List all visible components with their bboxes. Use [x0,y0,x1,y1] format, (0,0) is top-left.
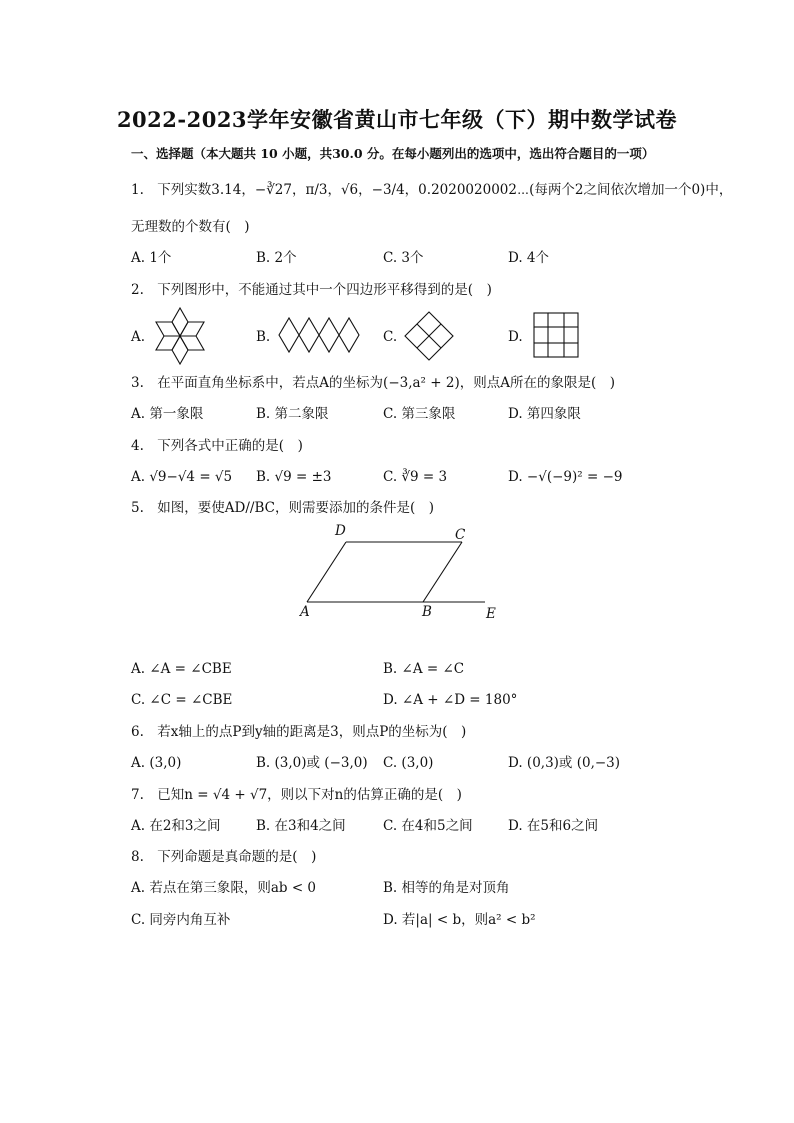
option-b[interactable]: B. (3,0)或 (−3,0) [256,755,368,771]
option-c[interactable]: C. ∠C = ∠CBE [131,692,233,708]
question-number: 5. [131,500,144,516]
option-b[interactable]: B. √9 = ±3 [256,469,332,485]
label-point-d: D [335,523,346,539]
option-b[interactable]: B. ∠A = ∠C [383,661,465,677]
option-a[interactable]: A. 若点在第三象限，则ab < 0 [131,880,317,896]
question-number: 1. [131,182,144,198]
exam-title: 2022-2023学年安徽省黄山市七年级（下）期中数学试卷 [116,107,678,132]
option-a[interactable]: A. 1个 [131,250,172,266]
option-d[interactable]: D. ∠A + ∠D = 180° [383,692,518,708]
option-b[interactable]: B. 2个 [256,250,297,266]
option-d[interactable]: D. 第四象限 [508,406,581,422]
question-text: 已知n = √4 + √7，则以下对n的估算正确的是( ) [157,787,462,803]
question-3 [131,374,615,392]
question-number: 4. [131,438,144,454]
section-heading: 一、选择题（本大题共 10 小题，共30.0 分。在每小题列出的选项中，选出符合题目的一项） [131,146,655,161]
option-c[interactable]: C. 同旁内角互补 [131,912,231,928]
option-d[interactable]: D. (0,3)或 (0,−3) [508,755,621,771]
question-2 [131,281,492,299]
option-c[interactable]: C. 第三象限 [383,406,456,422]
label-point-c: C [455,527,466,543]
figure-square-grid [532,311,580,359]
question-text: 若x轴上的点P到y轴的距离是3，则点P的坐标为( ) [157,724,467,740]
question-1-continued: 无理数的个数有( ) [131,219,250,235]
question-text: 如图，要使AD//BC，则需要添加的条件是( ) [157,500,435,516]
label-point-e: E [486,606,496,622]
option-c[interactable]: C. (3,0) [383,755,434,771]
question-7 [131,786,462,804]
figure-parallelogram [304,540,488,606]
option-b[interactable]: B. [256,329,271,345]
label-point-a: A [300,604,310,620]
option-a[interactable]: A. ∠A = ∠CBE [131,661,232,677]
question-number: 3. [131,375,144,391]
label-point-b: B [422,604,432,620]
figure-star-of-rhombi [154,308,206,364]
question-number: 2. [131,282,144,298]
question-1 [131,181,732,199]
option-b[interactable]: B. 相等的角是对顶角 [383,880,510,896]
question-text: 下列命题是真命题的是( ) [157,849,317,865]
option-d[interactable]: D. 在5和6之间 [508,818,599,834]
option-a[interactable]: A. 在2和3之间 [131,818,221,834]
option-b[interactable]: B. 第二象限 [256,406,329,422]
option-a[interactable]: A. [131,329,146,345]
question-6 [131,723,466,741]
question-text: 在平面直角坐标系中，若点A的坐标为(−3,a² + 2)，则点A所在的象限是( ) [157,375,615,391]
figure-diamond-squares [405,312,453,360]
option-a[interactable]: A. √9−√4 = √5 [131,469,233,485]
question-text: 下列各式中正确的是( ) [157,438,303,454]
option-a[interactable]: A. 第一象限 [131,406,204,422]
option-a[interactable]: A. (3,0) [131,755,182,771]
option-c[interactable]: C. [383,329,398,345]
option-d[interactable]: D. 若|a| < b，则a² < b² [383,912,536,928]
question-8 [131,848,316,866]
question-number: 6. [131,724,144,740]
question-number: 7. [131,787,144,803]
option-d[interactable]: D. [508,329,523,345]
question-4 [131,437,303,455]
option-c[interactable]: C. 在4和5之间 [383,818,473,834]
question-number: 8. [131,849,144,865]
option-d[interactable]: D. −√(−9)² = −9 [508,469,623,485]
option-d[interactable]: D. 4个 [508,250,550,266]
question-5 [131,499,434,517]
question-text: 下列实数3.14，−∛27，π/3，√6，−3/4，0.2020020002⋯(每两个2之间依次增加一个0)中， [157,182,733,198]
question-text: 下列图形中，不能通过其中一个四边形平移得到的是( ) [157,282,492,298]
option-c[interactable]: C. ∛9 = 3 [383,469,448,485]
option-c[interactable]: C. 3个 [383,250,424,266]
figure-rhombus-chain [279,318,359,352]
option-b[interactable]: B. 在3和4之间 [256,818,346,834]
